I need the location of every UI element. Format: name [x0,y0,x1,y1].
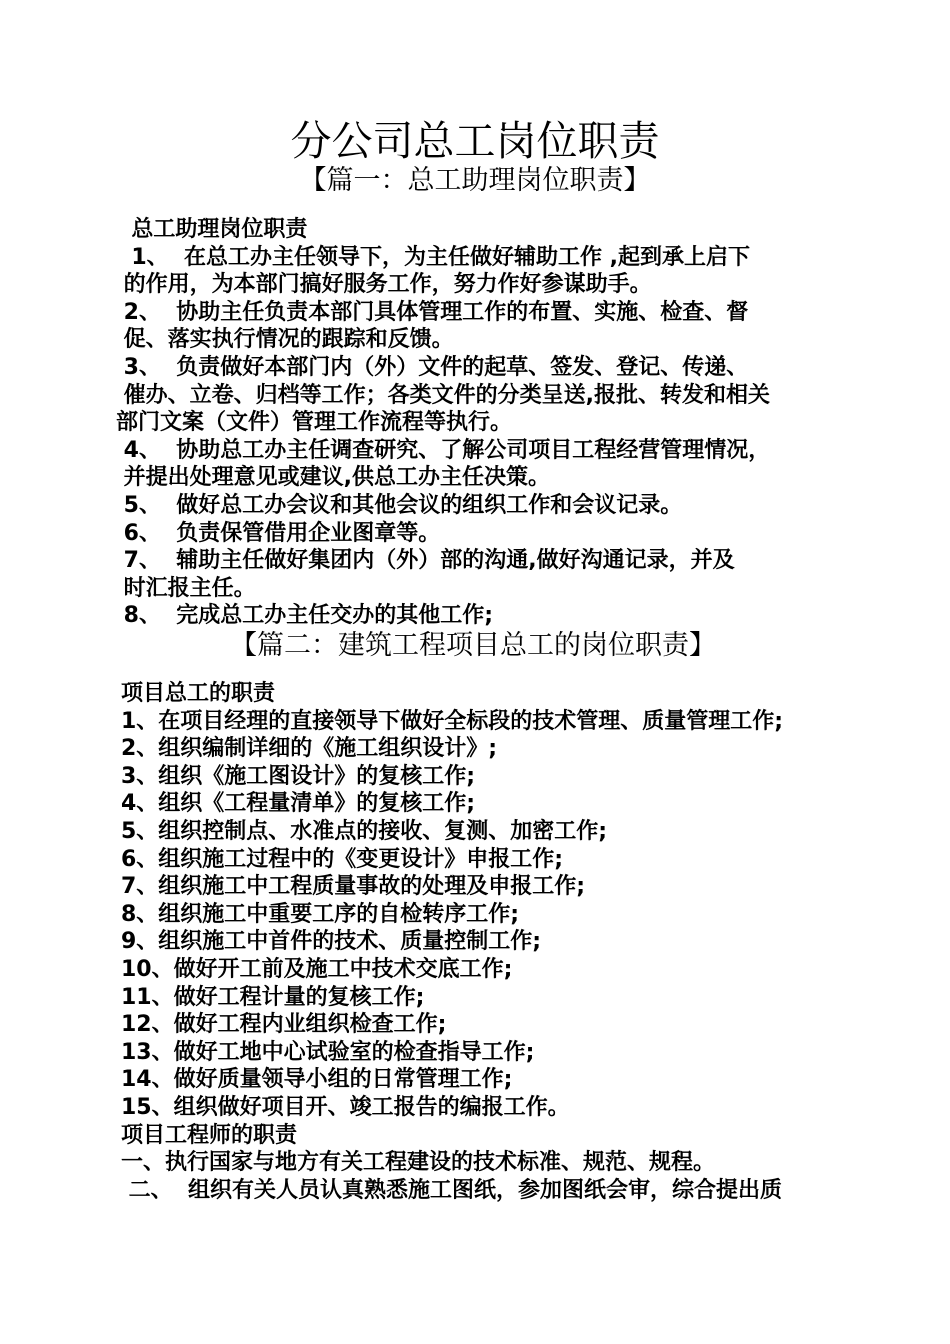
section-1-line: 2、 协助主任负责本部门具体管理工作的布置、实施、检查、督 [116,299,749,325]
section-1-line: 并提出处理意见或建议,供总工办主任决策。 [116,465,551,491]
section-1-subtitle: 总工助理岗位职责 [116,217,308,242]
section-2-subtitle: 项目总工的职责 [121,681,276,706]
section-2-line: 8、组织施工中重要工序的自检转序工作; [121,901,520,927]
section-1-line: 的作用，为本部门搞好服务工作，努力作好参谋助手。 [116,272,652,298]
section-2-line: 12、做好工程内业组织检查工作; [121,1012,447,1038]
section-1-line: 7、 辅助主任做好集团内（外）部的沟通,做好沟通记录，并及 [116,548,735,574]
section-2-line: 11、做好工程计量的复核工作; [121,984,425,1010]
section-1-body [116,216,770,630]
section-2-body [121,680,783,1204]
section-1-line: 1、 在总工办主任领导下，为主任做好辅助工作 ,起到承上启下 [116,244,750,270]
section-2-heading: 【篇二：建筑工程项目总工的岗位职责】 [230,630,716,661]
section-1-line: 6、 负责保管借用企业图章等。 [116,520,441,546]
section-1-line: 催办、立卷、归档等工作；各类文件的分类呈送,报批、转发和相关 [116,382,771,408]
section-2-line: 一、执行国家与地方有关工程建设的技术标准、规范、规程。 [121,1150,716,1176]
section-2-line: 5、组织控制点、水准点的接收、复测、加密工作; [121,818,608,844]
section-1-line: 部门文案（文件）管理工作流程等执行。 [116,410,513,436]
section-2-line: 10、做好开工前及施工中技术交底工作; [121,956,513,982]
section-1-line: 4、 协助总工办主任调查研究、了解公司项目工程经营管理情况， [116,437,771,463]
section-2-line: 1、在项目经理的直接领导下做好全标段的技术管理、质量管理工作; [121,708,784,734]
section-2-line: 二、 组织有关人员认真熟悉施工图纸，参加图纸会审，综合提出质 [121,1177,782,1203]
section-2-line: 3、组织《施工图设计》的复核工作; [121,763,476,789]
section-2-line: 2、组织编制详细的《施工组织设计》; [121,736,498,762]
section-2-line: 15、组织做好项目开、竣工报告的编报工作。 [121,1094,570,1120]
page-title: 分公司总工岗位职责 [290,117,660,165]
section-2-line: 14、做好质量领导小组的日常管理工作; [121,1067,513,1093]
section-1-line: 促、落实执行情况的跟踪和反馈。 [116,327,454,353]
section-2-line: 9、组织施工中首件的技术、质量控制工作; [121,929,542,955]
section-1-line: 时汇报主任。 [116,575,256,601]
section-1-line: 5、 做好总工办会议和其他会议的组织工作和会议记录。 [116,492,683,518]
section-1-line: 8、 完成总工办主任交办的其他工作; [116,603,494,629]
section-2-line: 4、组织《工程量清单》的复核工作; [121,791,476,817]
section-2-line: 7、组织施工中工程质量事故的处理及申报工作; [121,874,586,900]
section-2-subtitle: 项目工程师的职责 [121,1122,298,1148]
section-1-line: 3、 负责做好本部门内（外）文件的起草、签发、登记、传递、 [116,354,749,380]
section-2-line: 6、组织施工过程中的《变更设计》申报工作; [121,846,564,872]
section-2-line: 13、做好工地中心试验室的检查指导工作; [121,1039,535,1065]
section-1-heading: 【篇一：总工助理岗位职责】 [299,165,651,196]
